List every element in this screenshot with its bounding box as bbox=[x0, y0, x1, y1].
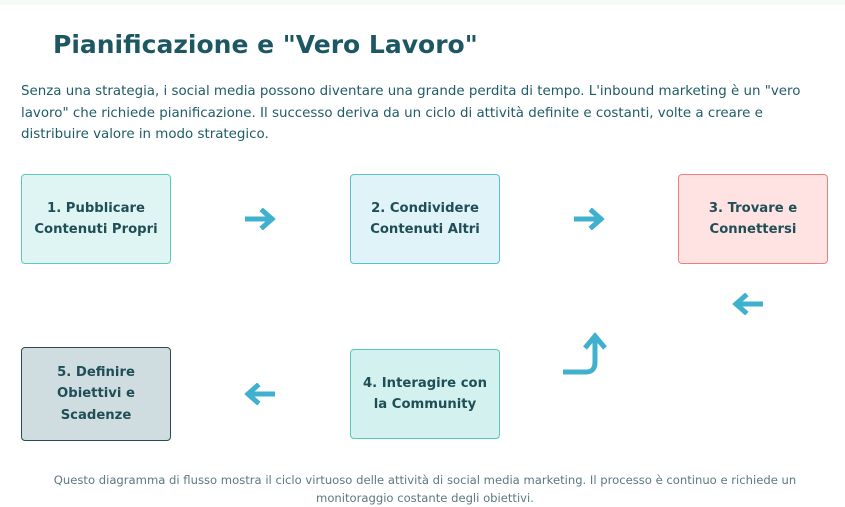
intro-paragraph: Senza una strategia, i social media possono diventare una grande perdita di tempo. L'inbound marketing è un "vero lavoro" che richiede pianificazione. Il successo deriva da un ciclo di attività definite e costanti, volte a creare e distribuire valore in modo strategico. bbox=[21, 84, 801, 142]
step-5-label: 5. Definire Obiettivi e Scadenze bbox=[57, 364, 135, 423]
step-5-box bbox=[21, 347, 171, 441]
page-title: Pianificazione e "Vero Lavoro" bbox=[53, 30, 478, 59]
arrow-left-icon bbox=[730, 291, 764, 317]
step-4-box bbox=[350, 349, 500, 439]
step-2-label: 2. Condividere Contenuti Altri bbox=[370, 200, 480, 237]
step-3-box bbox=[678, 174, 828, 264]
arrow-left-icon bbox=[242, 381, 276, 407]
diagram-caption: Questo diagramma di flusso mostra il ciclo virtuoso delle attività di social media marketing. Il processo è continuo e richiede un monitoraggio costante degli obiettivi. bbox=[53, 473, 797, 505]
arrow-right-icon bbox=[573, 206, 607, 232]
step-1-label: 1. Pubblicare Contenuti Propri bbox=[34, 200, 158, 237]
step-4-label: 4. Interagire con la Community bbox=[363, 375, 487, 412]
arrow-right-icon bbox=[244, 206, 278, 232]
step-1-box bbox=[21, 174, 171, 264]
top-bar bbox=[0, 0, 845, 5]
arrow-curved-up-icon bbox=[560, 328, 612, 378]
step-2-box bbox=[350, 174, 500, 264]
step-3-label: 3. Trovare e Connettersi bbox=[708, 200, 798, 237]
